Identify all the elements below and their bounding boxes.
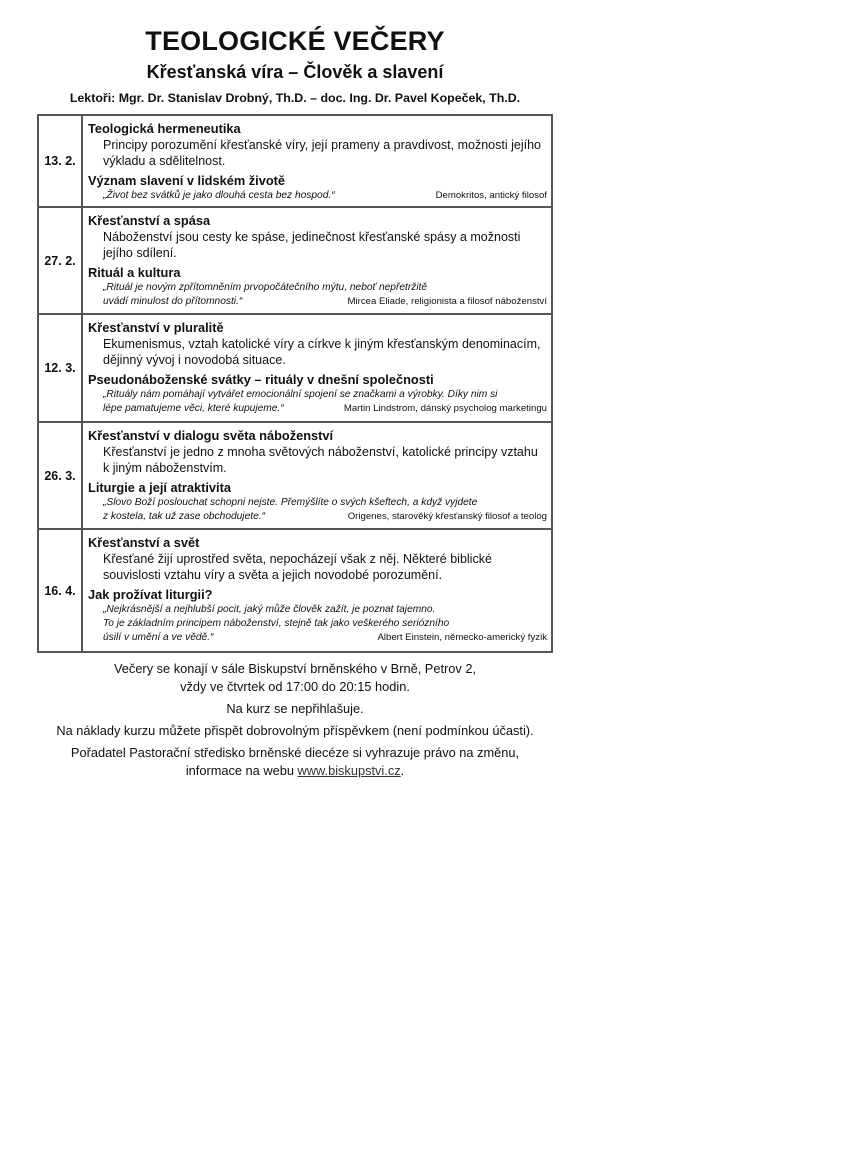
session-quote — [88, 603, 547, 645]
session-subtopic: Pseudonáboženské svátky – rituály v dnešní společnosti — [88, 372, 434, 387]
quote-text: „Rituály nám pomáhají vytvářet emocionální spojení se značkami a výrobky. Díky nim si lépe pamatujeme věci, které kupujeme.“ — [103, 389, 498, 414]
session-quote — [88, 388, 547, 416]
session-description: Křesťané žijí uprostřed světa, nepocházejí však z něj. Některé biblické souvislosti vztahu víry a světa a jejich novodobé porozumění. — [103, 552, 492, 582]
quote-author: Origenes, starověký křesťanský filosof a teolog — [344, 510, 547, 524]
session-subtopic: Rituál a kultura — [88, 265, 181, 280]
session-subtopic: Jak prožívat liturgii? — [88, 587, 213, 602]
quote-text: „Život bez svátků je jako dlouhá cesta bez hospod.“ — [103, 190, 335, 201]
session-quote — [88, 281, 547, 309]
session-subtopic: Význam slavení v lidském životě — [88, 173, 286, 188]
quote-text: „Rituál je novým zpřítomněním prvopočátečního mýtu, neboť nepřetržitě uvádí minulost do přítomnosti.“ — [103, 282, 428, 307]
session-topic: Křesťanství a svět — [88, 535, 200, 550]
quote-author: Mircea Eliade, religionista a filosof náboženství — [344, 295, 547, 309]
session-content — [83, 315, 551, 421]
session-topic: Teologická hermeneutika — [88, 121, 241, 136]
schedule-row — [39, 315, 551, 423]
session-date: 13. 2. — [39, 116, 83, 206]
time-line: vždy ve čtvrtek od 17:00 do 20:15 hodin. — [180, 679, 410, 694]
document-header — [37, 24, 553, 108]
session-date: 26. 3. — [39, 423, 83, 528]
session-topic: Křesťanství v dialogu světa náboženství — [88, 428, 334, 443]
quote-text: „Slovo Boží poslouchat schopni nejste. Přemýšlíte o svých kšeftech, a když vyjdete z kostela, tak už zase obchodujete.“ — [103, 497, 478, 522]
schedule-row — [39, 208, 551, 315]
session-subtopic: Liturgie a její atraktivita — [88, 480, 231, 495]
web-info-suffix: . — [400, 763, 405, 778]
session-content — [83, 116, 551, 206]
session-description: Ekumenismus, vztah katolické víry a církve k jiným křesťanským denominacím, dějinný vývoj i novodobá situace. — [103, 337, 541, 367]
session-topic: Křesťanství a spása — [88, 213, 211, 228]
schedule-row — [39, 530, 551, 651]
session-quote — [88, 189, 547, 203]
session-topic: Křesťanství v pluralitě — [88, 320, 224, 335]
footer-info — [20, 660, 570, 780]
web-info-prefix: informace na webu — [185, 763, 298, 778]
schedule-table — [37, 114, 553, 653]
session-date: 27. 2. — [39, 208, 83, 313]
registration-note: Na kurz se nepřihlašuje. — [226, 701, 364, 716]
quote-text: „Nejkrásnější a nejhlubší pocit, jaký může člověk zažít, je poznat tajemno. To je základním principem náboženství, stejně tak jako veškerého seriózního úsilí v umění a ve vědě.“ — [103, 604, 450, 643]
session-description: Náboženství jsou cesty ke spáse, jedinečnost křesťanské spásy a možnosti jejího sdílení. — [103, 230, 521, 260]
page-subtitle: Křesťanská víra – Člověk a slavení — [146, 62, 444, 82]
page-title: TEOLOGICKÉ VEČERY — [145, 26, 445, 56]
session-date: 12. 3. — [39, 315, 83, 421]
organizer-note: Pořadatel Pastorační středisko brněnské diecéze si vyhrazuje právo na změnu, — [70, 745, 520, 760]
session-description: Principy porozumění křesťanské víry, její prameny a pravdivost, možnosti jejího výkladu a sdělitelnost. — [103, 138, 541, 168]
venue-line: Večery se konají v sále Biskupství brněnského v Brně, Petrov 2, — [113, 661, 477, 676]
lecturers-line: Lektoři: Mgr. Dr. Stanislav Drobný, Th.D. – doc. Ing. Dr. Pavel Kopeček, Th.D. — [69, 91, 521, 105]
schedule-row — [39, 423, 551, 530]
quote-author: Martin Lindstrom, dánský psycholog marketingu — [340, 402, 547, 416]
session-content — [83, 208, 551, 313]
schedule-row — [39, 116, 551, 208]
session-content — [83, 530, 551, 651]
quote-author: Demokritos, antický filosof — [432, 189, 547, 203]
website-link[interactable]: www.biskupstvi.cz — [297, 763, 401, 778]
session-date: 16. 4. — [39, 530, 83, 651]
quote-author: Albert Einstein, německo-americký fyzik — [373, 631, 547, 645]
session-content — [83, 423, 551, 528]
session-quote — [88, 496, 547, 524]
donation-note: Na náklady kurzu můžete přispět dobrovolným příspěvkem (není podmínkou účasti). — [56, 723, 534, 738]
session-description: Křesťanství je jedno z mnoha světových náboženství, katolické principy vztahu k jiným náboženstvím. — [103, 445, 538, 475]
web-info-line — [20, 762, 570, 780]
